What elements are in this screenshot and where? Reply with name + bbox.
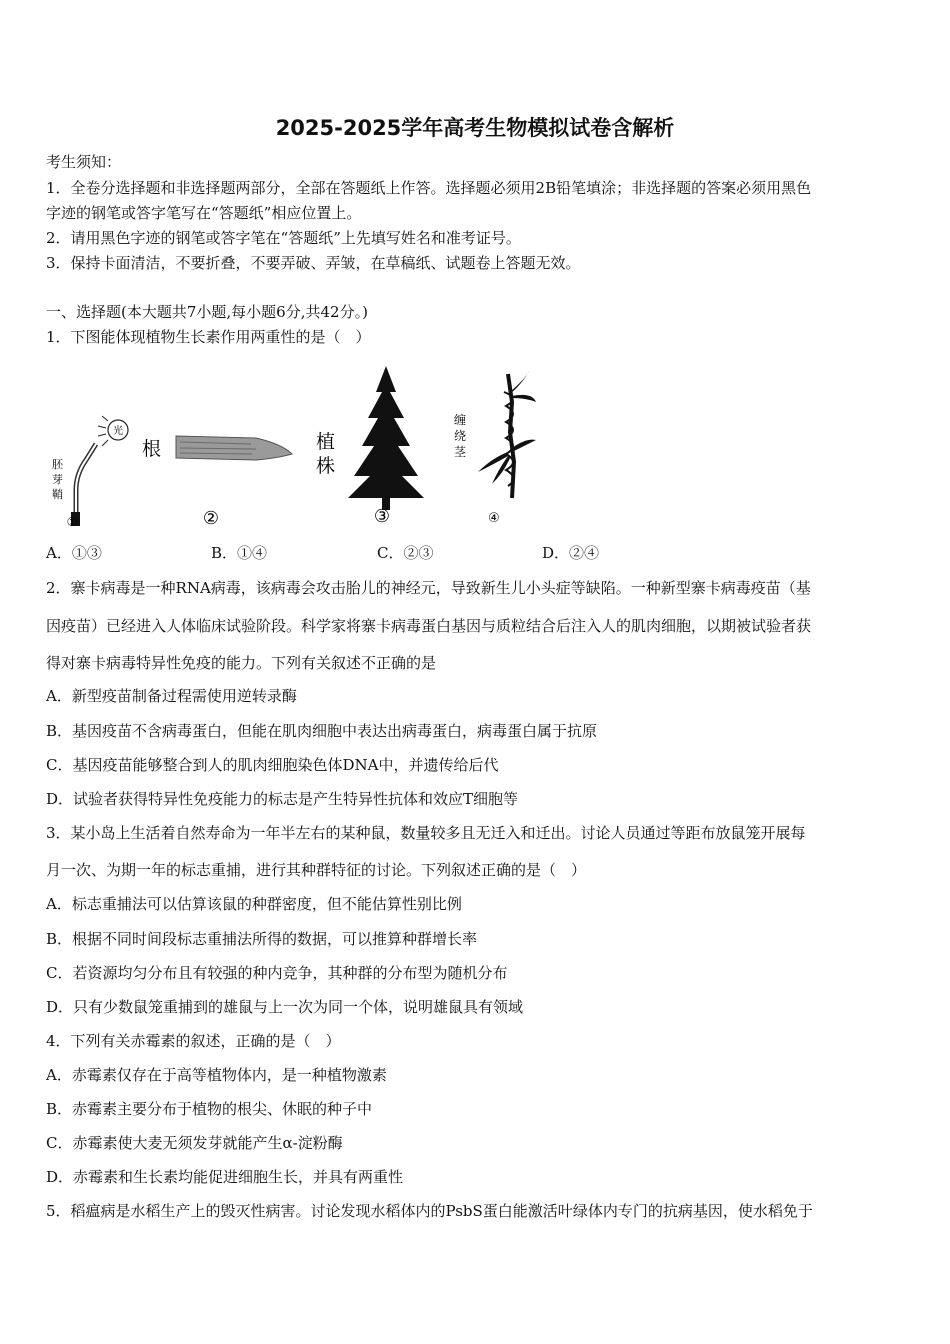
notice-item-1-line-2: 字迹的钢笔或答字笔写在“答题纸”相应位置上。 [46, 204, 362, 222]
question-1-stem: 1．下图能体现植物生长素作用两重性的是（ ） [46, 328, 371, 346]
question-4-option-c[interactable]: C．赤霉素使大麦无须发芽就能产生α-淀粉酶 [46, 1134, 343, 1152]
figure-number-2: ② [202, 508, 220, 529]
question-3-option-a[interactable]: A．标志重捕法可以估算该鼠的种群密度，但不能估算性别比例 [46, 895, 462, 913]
coleoptile-stem [76, 444, 96, 512]
coleoptile-diagram [52, 416, 128, 529]
vine-leaf [510, 370, 530, 394]
question-2-option-d[interactable]: D．试验者获得特异性免疫能力的标志是产生特异性抗体和效应T细胞等 [46, 790, 519, 808]
question-1-figure [46, 362, 566, 534]
question-4-option-d[interactable]: D．赤霉素和生长素均能促进细胞生长，并具有两重性 [46, 1168, 404, 1186]
figure-number-1: ① [66, 515, 78, 529]
vine-label-3: 茎 [454, 445, 467, 459]
vine-label-2: 绕 [454, 429, 467, 443]
plant-growth-figure [46, 362, 566, 534]
notice-item-1-line-1: 1．全卷分选择题和非选择题两部分，全部在答题纸上作答。选择题必须用2B铅笔填涂；非选择题的答案必须用黑色 [46, 179, 812, 197]
question-1-option-a[interactable]: A．①③ [46, 544, 102, 562]
coleoptile-label-2: 芽 [52, 473, 63, 486]
document-title: 2025-2025学年高考生物模拟试卷含解析 [275, 116, 675, 140]
question-1-option-b[interactable]: B．①④ [211, 544, 268, 562]
figure-number-4: ④ [488, 511, 500, 526]
question-4-stem: 4．下列有关赤霉素的叙述，正确的是（ ） [46, 1032, 341, 1050]
light-ray [98, 426, 106, 428]
question-3-line-2: 月一次、为期一年的标志重捕，进行其种群特征的讨论。下列叙述正确的是（ ） [46, 861, 587, 879]
question-2-option-b[interactable]: B．基因疫苗不含病毒蛋白，但能在肌肉细胞中表达出病毒蛋白，病毒蛋白属于抗原 [46, 722, 598, 740]
question-3-option-b[interactable]: B．根据不同时间段标志重捕法所得的数据，可以推算种群增长率 [46, 930, 478, 948]
question-2-line-2: 因疫苗）已经进入人体临床试验阶段。科学家将寨卡病毒蛋白基因与质粒结合后注入人的肌肉细胞，以期被试验者获 [46, 617, 812, 635]
conifer-crown [348, 366, 424, 498]
plant-label-2: 株 [316, 455, 336, 477]
question-1-option-d[interactable]: D．②④ [542, 544, 600, 562]
twining-stem-diagram [454, 370, 536, 526]
vine-label-1: 缠 [454, 413, 467, 427]
plant-label-1: 植 [316, 431, 336, 453]
vine-leaf [512, 440, 536, 452]
question-1-options [46, 543, 666, 565]
question-2-line-1: 2．寨卡病毒是一种RNA病毒，该病毒会攻击胎儿的神经元，导致新生儿小头症等缺陷。一种新型寨卡病毒疫苗（基 [46, 579, 811, 597]
question-2-option-a[interactable]: A．新型疫苗制备过程需使用逆转录酶 [46, 687, 297, 705]
light-ray [102, 440, 108, 446]
coleoptile-label-3: 鞘 [52, 488, 63, 501]
root-diagram [142, 436, 292, 529]
plant-diagram [316, 366, 424, 527]
notice-heading: 考生须知： [46, 153, 122, 171]
notice-item-3: 3．保持卡面清洁，不要折叠，不要弄破、弄皱，在草稿纸、试题卷上答题无效。 [46, 254, 581, 272]
vine-leaf [512, 395, 536, 402]
question-4-option-a[interactable]: A．赤霉素仅存在于高等植物体内，是一种植物激素 [46, 1066, 387, 1084]
question-4-option-b[interactable]: B．赤霉素主要分布于植物的根尖、休眠的种子中 [46, 1100, 373, 1118]
question-2-option-c[interactable]: C．基因疫苗能够整合到人的肌肉细胞染色体DNA中，并遗传给后代 [46, 756, 499, 774]
question-5-line-1: 5．稻瘟病是水稻生产上的毁灭性病害。讨论发现水稻体内的PsbS蛋白能激活叶绿体内专门的抗病基因，使水稻免于 [46, 1202, 813, 1220]
coleoptile-label-1: 胚 [52, 458, 63, 471]
figure-number-3: ③ [373, 506, 391, 527]
question-3-option-c[interactable]: C．若资源均匀分布且有较强的种内竞争，其种群的分布型为随机分布 [46, 964, 508, 982]
question-3-line-1: 3．某小岛上生活着自然寿命为一年半左右的某种鼠，数量较多且无迁入和迁出。讨论人员通过等距布放鼠笼开展每 [46, 824, 806, 842]
light-ray [98, 434, 106, 436]
question-3-option-d[interactable]: D．只有少数鼠笼重捕到的雄鼠与上一次为同一个体，说明雄鼠具有领域 [46, 998, 524, 1016]
light-label: 光 [113, 426, 123, 437]
question-2-line-3: 得对寨卡病毒特异性免疫的能力。下列有关叙述不正确的是 [46, 654, 437, 672]
root-label: 根 [142, 438, 162, 460]
section-heading: 一、选择题(本大题共7小题,每小题6分,共42分。) [46, 303, 368, 321]
notice-item-2: 2．请用黑色字迹的钢笔或答字笔在“答题纸”上先填写姓名和准考证号。 [46, 229, 521, 247]
question-1-option-c[interactable]: C．②③ [377, 544, 434, 562]
light-ray [102, 416, 108, 421]
